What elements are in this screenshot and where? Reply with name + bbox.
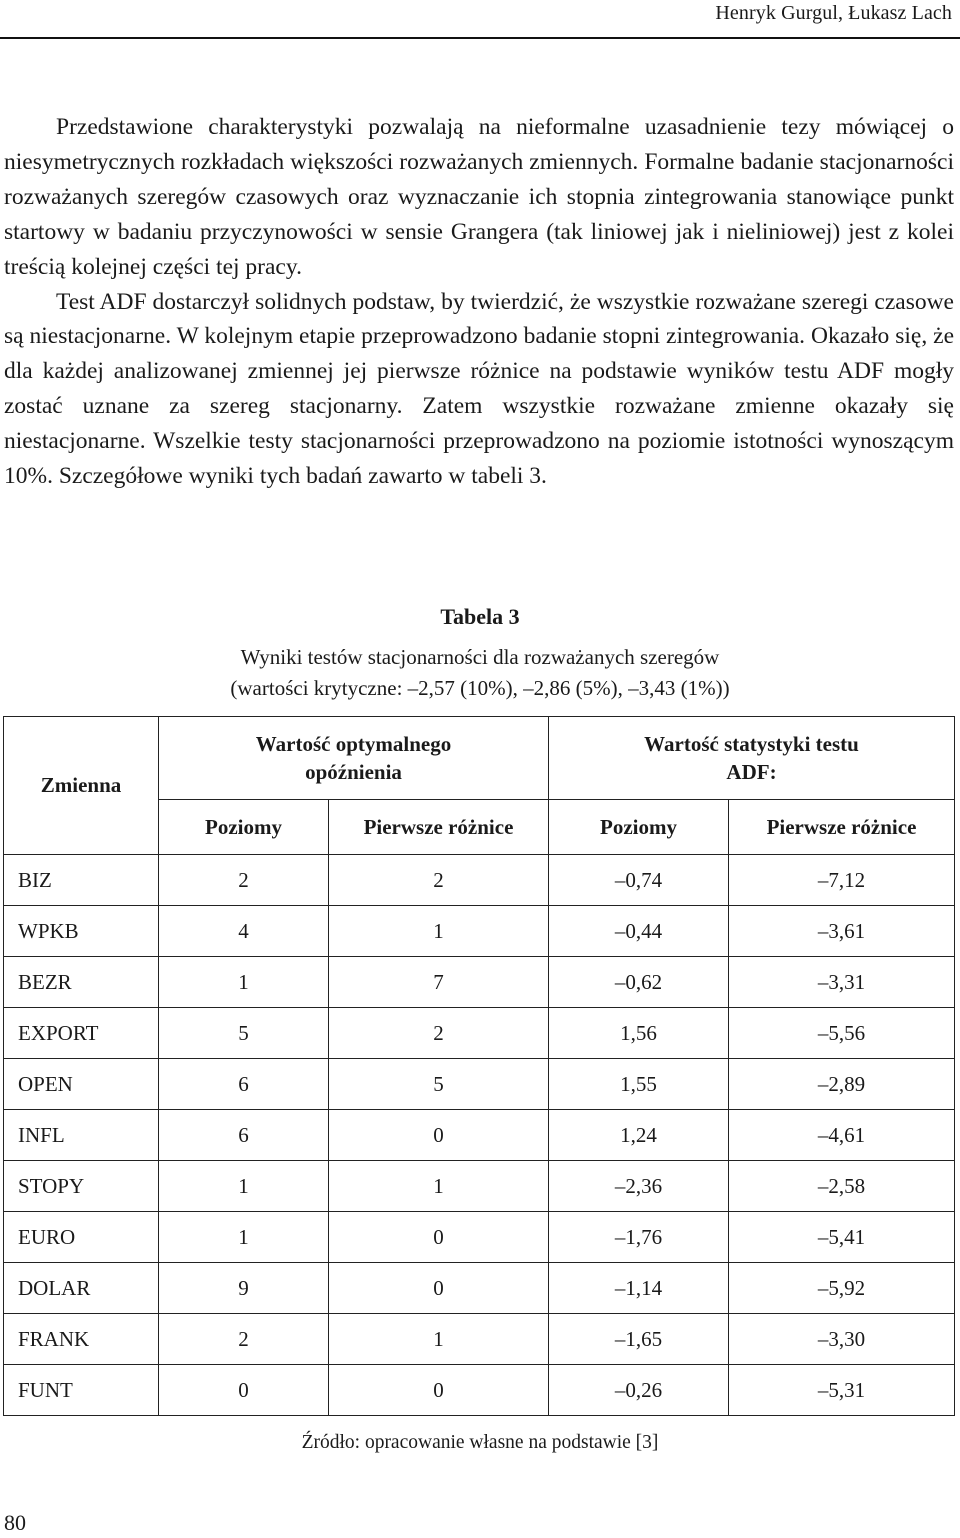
cell-adf-diff: –5,92 xyxy=(729,1263,955,1314)
header-authors: Henryk Gurgul, Łukasz Lach xyxy=(715,2,952,24)
cell-adf-levels: –0,26 xyxy=(549,1365,729,1416)
table-row xyxy=(4,1161,955,1212)
cell-lag-levels: 1 xyxy=(159,1212,329,1263)
cell-variable: DOLAR xyxy=(4,1263,159,1314)
header-rule xyxy=(0,37,960,39)
table-subtitle: Wyniki testów stacjonarności dla rozważanych szeregów xyxy=(240,645,720,669)
cell-lag-diff: 0 xyxy=(329,1365,549,1416)
cell-adf-diff: –2,89 xyxy=(729,1059,955,1110)
results-table xyxy=(3,716,955,1416)
cell-adf-diff: –3,30 xyxy=(729,1314,955,1365)
cell-lag-diff: 0 xyxy=(329,1212,549,1263)
cell-variable: BEZR xyxy=(4,957,159,1008)
table-row xyxy=(4,906,955,957)
cell-variable: FRANK xyxy=(4,1314,159,1365)
cell-variable: BIZ xyxy=(4,855,159,906)
header-optimal-lag-label: Wartość optymalnego opóźnienia xyxy=(255,732,452,784)
table-body xyxy=(4,855,955,1416)
cell-adf-levels: 1,55 xyxy=(549,1059,729,1110)
table-row xyxy=(4,855,955,906)
table-row xyxy=(4,1110,955,1161)
cell-adf-levels: 1,56 xyxy=(549,1008,729,1059)
cell-adf-diff: –3,31 xyxy=(729,957,955,1008)
cell-adf-levels: –2,36 xyxy=(549,1161,729,1212)
header-adf-statistic-label: Wartość statystyki testu ADF: xyxy=(644,732,859,784)
table-row xyxy=(4,1008,955,1059)
header-adf-statistic xyxy=(549,717,955,800)
cell-lag-diff: 5 xyxy=(329,1059,549,1110)
table-source: Źródło: opracowanie własne na podstawie [3] xyxy=(301,1432,659,1453)
cell-lag-levels: 2 xyxy=(159,855,329,906)
body-text xyxy=(4,110,954,494)
cell-adf-diff: –4,61 xyxy=(729,1110,955,1161)
cell-lag-diff: 2 xyxy=(329,1008,549,1059)
header-optimal-lag xyxy=(159,717,549,800)
subheader-lag-levels: Poziomy xyxy=(159,800,329,855)
cell-lag-diff: 0 xyxy=(329,1110,549,1161)
cell-variable: WPKB xyxy=(4,906,159,957)
cell-adf-diff: –7,12 xyxy=(729,855,955,906)
cell-adf-diff: –5,31 xyxy=(729,1365,955,1416)
cell-lag-levels: 4 xyxy=(159,906,329,957)
cell-lag-diff: 1 xyxy=(329,1314,549,1365)
cell-adf-levels: –0,74 xyxy=(549,855,729,906)
page-number: 80 xyxy=(4,1510,26,1535)
cell-variable: EURO xyxy=(4,1212,159,1263)
cell-lag-levels: 1 xyxy=(159,957,329,1008)
cell-lag-levels: 9 xyxy=(159,1263,329,1314)
cell-variable: STOPY xyxy=(4,1161,159,1212)
cell-variable: FUNT xyxy=(4,1365,159,1416)
cell-lag-levels: 5 xyxy=(159,1008,329,1059)
header-variable: Zmienna xyxy=(4,717,159,855)
table-row xyxy=(4,1059,955,1110)
cell-lag-diff: 1 xyxy=(329,1161,549,1212)
cell-lag-diff: 1 xyxy=(329,906,549,957)
table-row xyxy=(4,1314,955,1365)
subheader-adf-diff: Pierwsze różnice xyxy=(729,800,955,855)
cell-lag-levels: 2 xyxy=(159,1314,329,1365)
cell-adf-levels: –0,44 xyxy=(549,906,729,957)
table-row xyxy=(4,1212,955,1263)
cell-variable: EXPORT xyxy=(4,1008,159,1059)
running-header xyxy=(0,0,960,40)
cell-lag-levels: 0 xyxy=(159,1365,329,1416)
cell-lag-diff: 7 xyxy=(329,957,549,1008)
cell-variable: INFL xyxy=(4,1110,159,1161)
table-critical-values: (wartości krytyczne: –2,57 (10%), –2,86 (5%), –3,43 (1%)) xyxy=(230,676,730,700)
paragraph-1: Przedstawione charakterystyki pozwalają na nieformalne uzasadnienie tezy mówiącej o niesymetrycznych rozkładach większości rozważanych zmiennych. Formalne badanie stacjonarności rozważanych szeregów czasowych oraz wyznaczanie ich stopnia zintegrowania stanowiące punkt startowy w badaniu przyczynowości w sensie Grangera (tak liniowej jak i nieliniowej) jest z kolei treścią kolejnej części tej pracy. xyxy=(4,114,954,280)
cell-adf-diff: –3,61 xyxy=(729,906,955,957)
cell-variable: OPEN xyxy=(4,1059,159,1110)
table-row xyxy=(4,1263,955,1314)
subheader-adf-levels: Poziomy xyxy=(549,800,729,855)
cell-lag-levels: 6 xyxy=(159,1059,329,1110)
cell-adf-levels: –1,65 xyxy=(549,1314,729,1365)
cell-lag-levels: 1 xyxy=(159,1161,329,1212)
cell-adf-levels: –1,14 xyxy=(549,1263,729,1314)
cell-lag-diff: 2 xyxy=(329,855,549,906)
cell-adf-levels: –1,76 xyxy=(549,1212,729,1263)
cell-adf-diff: –2,58 xyxy=(729,1161,955,1212)
cell-lag-diff: 0 xyxy=(329,1263,549,1314)
cell-adf-levels: 1,24 xyxy=(549,1110,729,1161)
paragraph-2: Test ADF dostarczył solidnych podstaw, by twierdzić, że wszystkie rozważane szeregi czasowe są niestacjonarne. W kolejnym etapie przeprowadzono badanie stopni zintegrowania. Okazało się, że dla każdej analizowanej zmiennej jej pierwsze różnice na podstawie wyników testu ADF mogły zostać uznane za szereg stacjonarny. Zatem wszystkie rozważane zmienne okazały się niestacjonarne. Wszelkie testy stacjonarności przeprowadzono na poziomie istotności wynoszącym 10%. Szczegółowe wyniki tych badań zawarto w tabeli 3. xyxy=(4,288,954,490)
cell-adf-diff: –5,41 xyxy=(729,1212,955,1263)
table-row xyxy=(4,957,955,1008)
table-row xyxy=(4,1365,955,1416)
cell-lag-levels: 6 xyxy=(159,1110,329,1161)
cell-adf-diff: –5,56 xyxy=(729,1008,955,1059)
table-title: Tabela 3 xyxy=(440,604,520,629)
subheader-lag-diff: Pierwsze różnice xyxy=(329,800,549,855)
cell-adf-levels: –0,62 xyxy=(549,957,729,1008)
